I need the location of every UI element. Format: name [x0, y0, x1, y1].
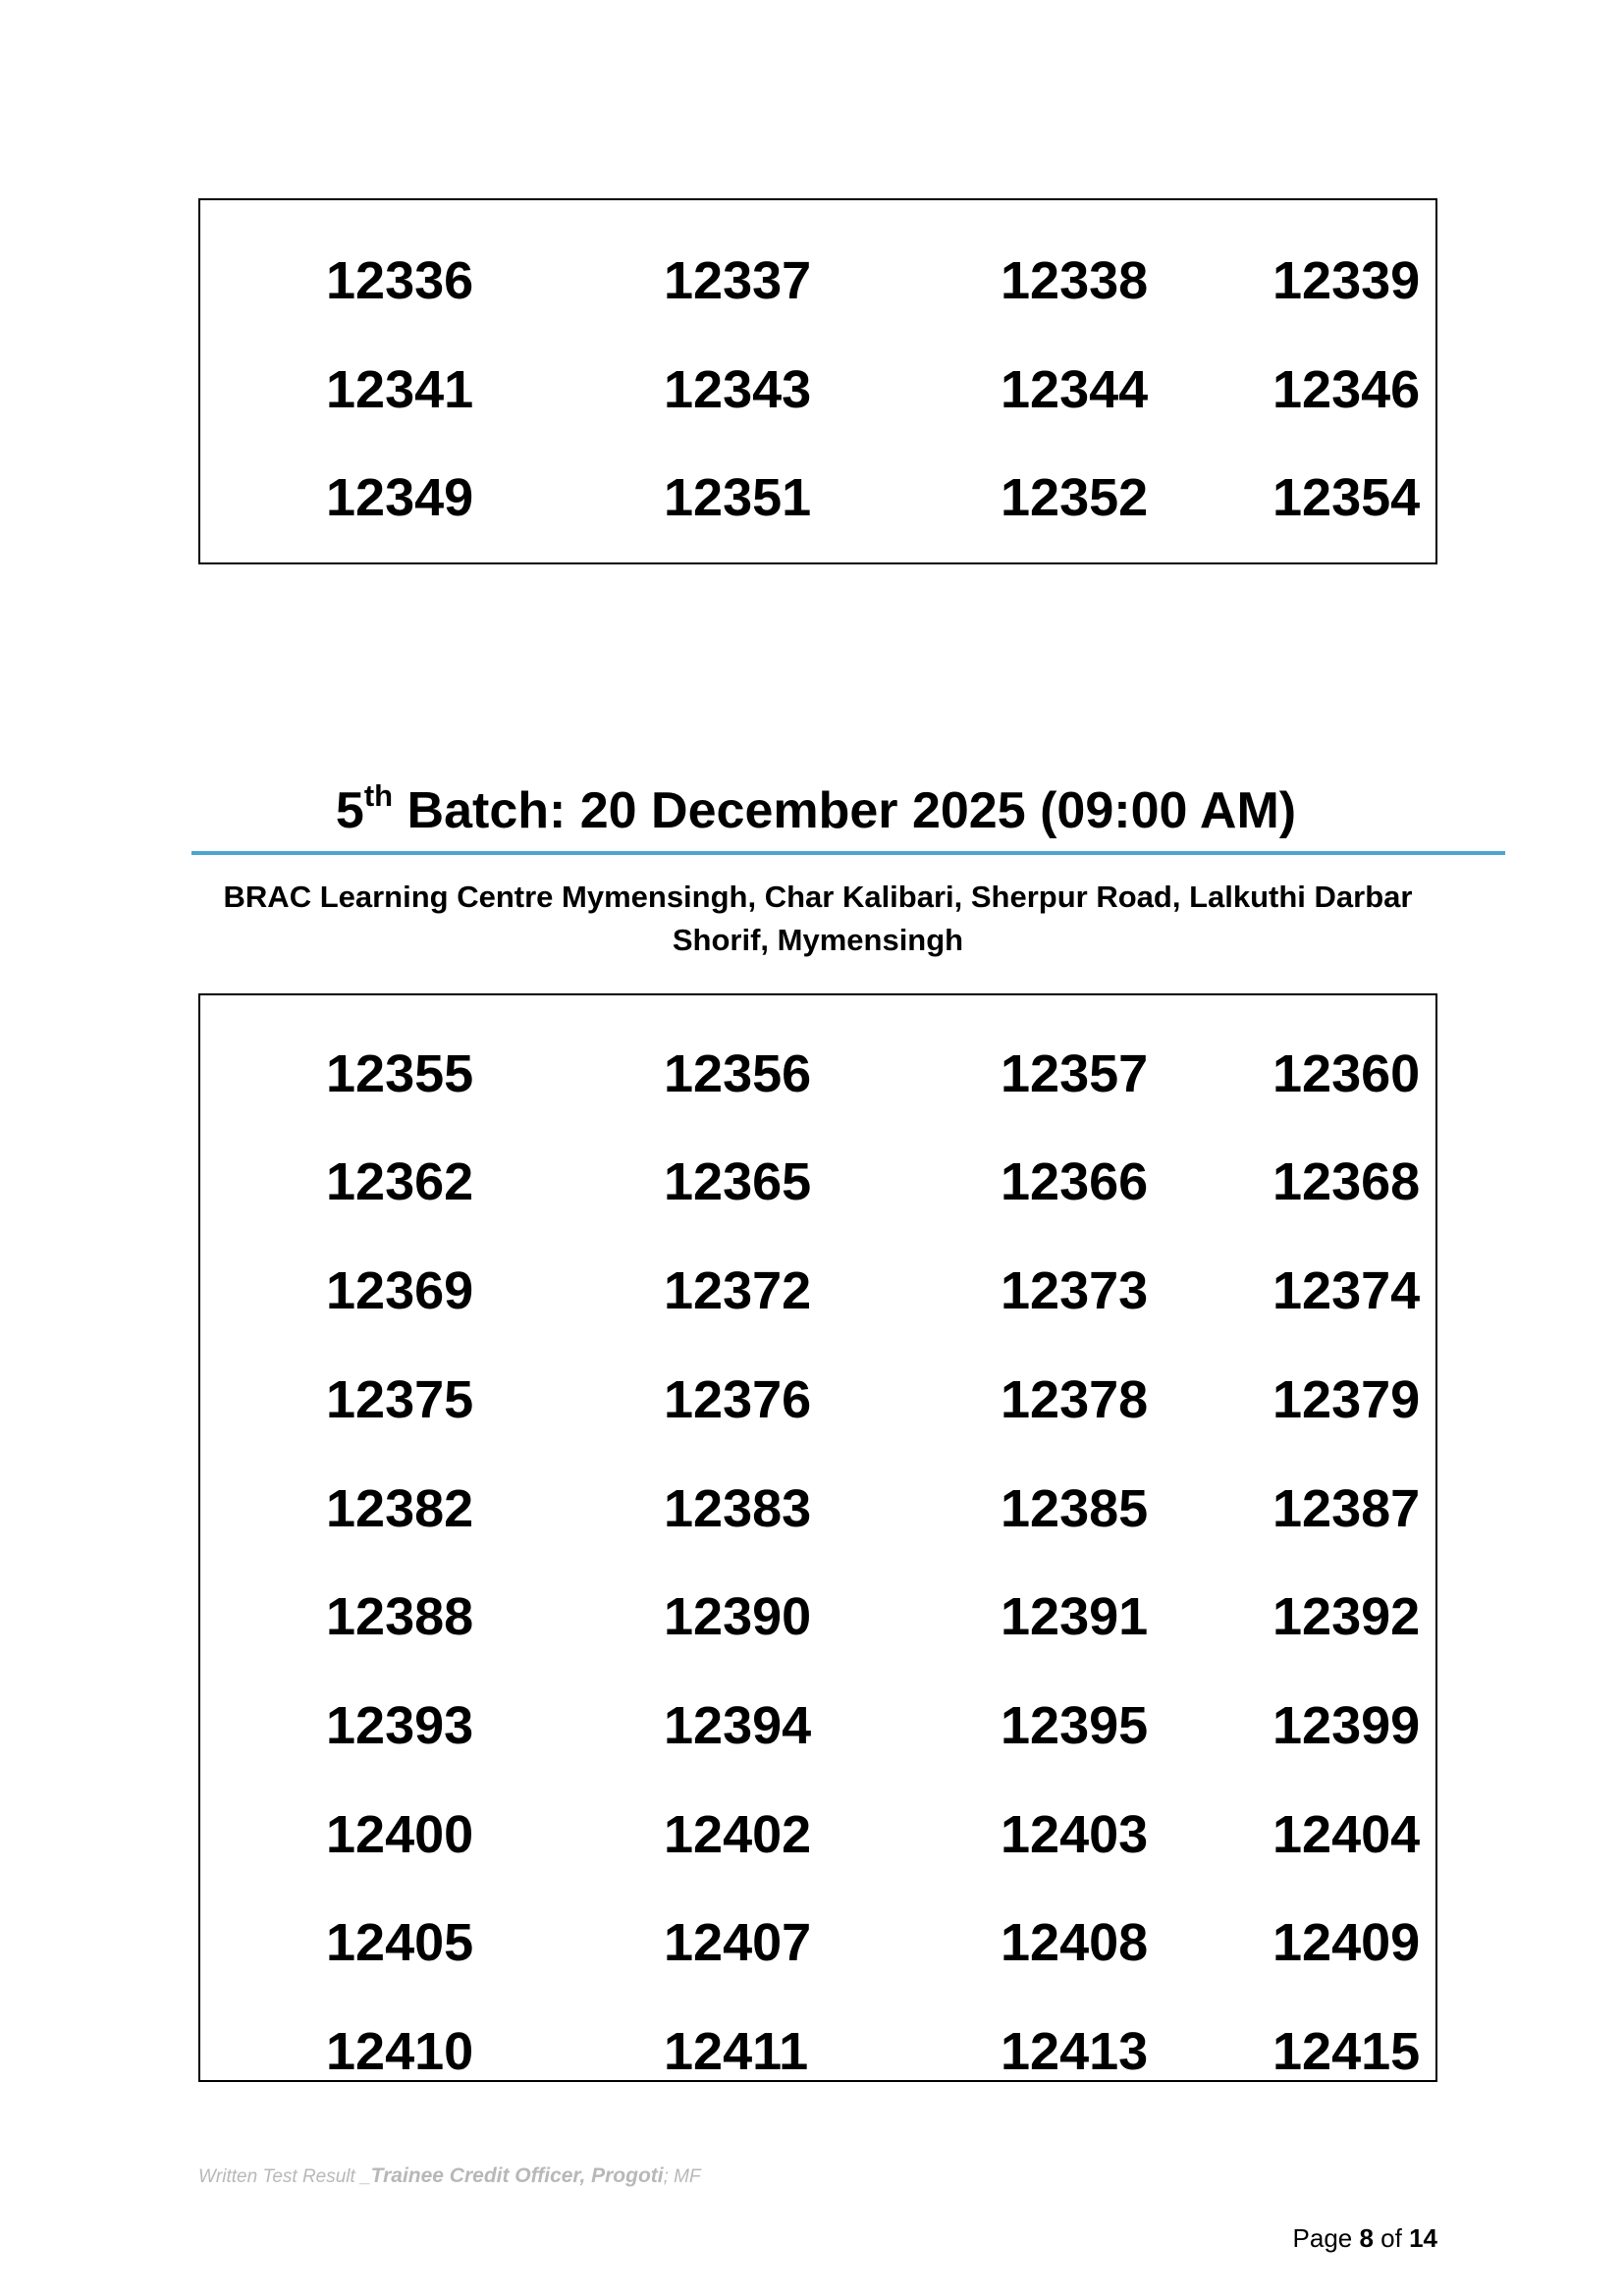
roll-number: 12375	[326, 1370, 474, 1429]
roll-number: 12393	[326, 1696, 474, 1755]
roll-number: 12388	[326, 1587, 474, 1646]
roll-number: 12415	[1272, 2022, 1421, 2081]
batch-ordinal-number: 5	[335, 782, 364, 839]
roll-number: 12349	[326, 468, 474, 527]
roll-number: 12391	[1001, 1587, 1149, 1646]
page-number	[1293, 2220, 1437, 2256]
roll-number: 12362	[326, 1152, 474, 1211]
batch-ordinal-suffix: th	[363, 778, 394, 813]
footer-suffix: ; MF	[663, 2166, 701, 2187]
roll-number: 12354	[1272, 468, 1421, 527]
roll-number: 12365	[664, 1152, 812, 1211]
roll-number: 12374	[1272, 1261, 1421, 1320]
roll-number: 12369	[326, 1261, 474, 1320]
title-divider	[191, 851, 1505, 855]
roll-number: 12373	[1001, 1261, 1149, 1320]
roll-number: 12343	[664, 360, 812, 419]
footer-prefix: Written Test Result _	[198, 2166, 371, 2187]
roll-number: 12399	[1272, 1696, 1421, 1755]
document-footer-note	[198, 2163, 701, 2191]
roll-number: 12368	[1272, 1152, 1421, 1211]
roll-number: 12405	[326, 1913, 474, 1972]
roll-number: 12413	[1001, 2022, 1149, 2081]
roll-number: 12394	[664, 1696, 812, 1755]
roll-number: 12336	[326, 251, 474, 310]
page-label: Page	[1292, 2223, 1360, 2253]
roll-number: 12395	[1001, 1696, 1149, 1755]
batch-title	[0, 775, 1624, 846]
venue-address: BRAC Learning Centre Mymensingh, Char Kalibari, Sherpur Road, Lalkuthi Darbar Shorif, Mymensingh	[223, 880, 1413, 957]
roll-number: 12366	[1001, 1152, 1149, 1211]
roll-number: 12400	[326, 1805, 474, 1864]
roll-number: 12402	[664, 1805, 812, 1864]
roll-number: 12411	[664, 2022, 809, 2081]
roll-number: 12357	[1001, 1044, 1149, 1103]
roll-number: 12346	[1272, 360, 1421, 419]
roll-number: 12385	[1001, 1479, 1149, 1538]
roll-number: 12383	[664, 1479, 812, 1538]
roll-number: 12352	[1001, 468, 1149, 527]
roll-number: 12338	[1001, 251, 1149, 310]
roll-number-table-batch-5	[198, 993, 1437, 2082]
roll-number: 12378	[1001, 1370, 1149, 1429]
roll-number: 12339	[1272, 251, 1421, 310]
roll-number: 12351	[664, 468, 812, 527]
roll-number: 12382	[326, 1479, 474, 1538]
roll-number: 12337	[664, 251, 812, 310]
roll-number: 12376	[664, 1370, 812, 1429]
roll-number: 12409	[1272, 1913, 1421, 1972]
roll-number: 12404	[1272, 1805, 1421, 1864]
roll-number: 12379	[1272, 1370, 1421, 1429]
page-total: 14	[1409, 2223, 1437, 2253]
roll-number: 12410	[326, 2022, 474, 2081]
roll-number: 12408	[1001, 1913, 1149, 1972]
page-current: 8	[1359, 2223, 1374, 2253]
roll-number: 12355	[326, 1044, 474, 1103]
batch-title-text: Batch: 20 December 2025 (09:00 AM)	[393, 782, 1297, 839]
roll-number: 12403	[1001, 1805, 1149, 1864]
roll-number: 12344	[1001, 360, 1149, 419]
roll-number: 12360	[1272, 1044, 1421, 1103]
roll-number: 12390	[664, 1587, 812, 1646]
roll-number: 12372	[664, 1261, 812, 1320]
roll-number: 12392	[1272, 1587, 1421, 1646]
footer-position-title: Trainee Credit Officer, Progoti	[370, 2164, 664, 2187]
roll-number: 12356	[664, 1044, 812, 1103]
page-of-label: of	[1373, 2223, 1410, 2253]
roll-number: 12407	[664, 1913, 812, 1972]
roll-number: 12341	[326, 360, 474, 419]
roll-number-table-top	[198, 198, 1437, 564]
roll-number: 12387	[1272, 1479, 1421, 1538]
